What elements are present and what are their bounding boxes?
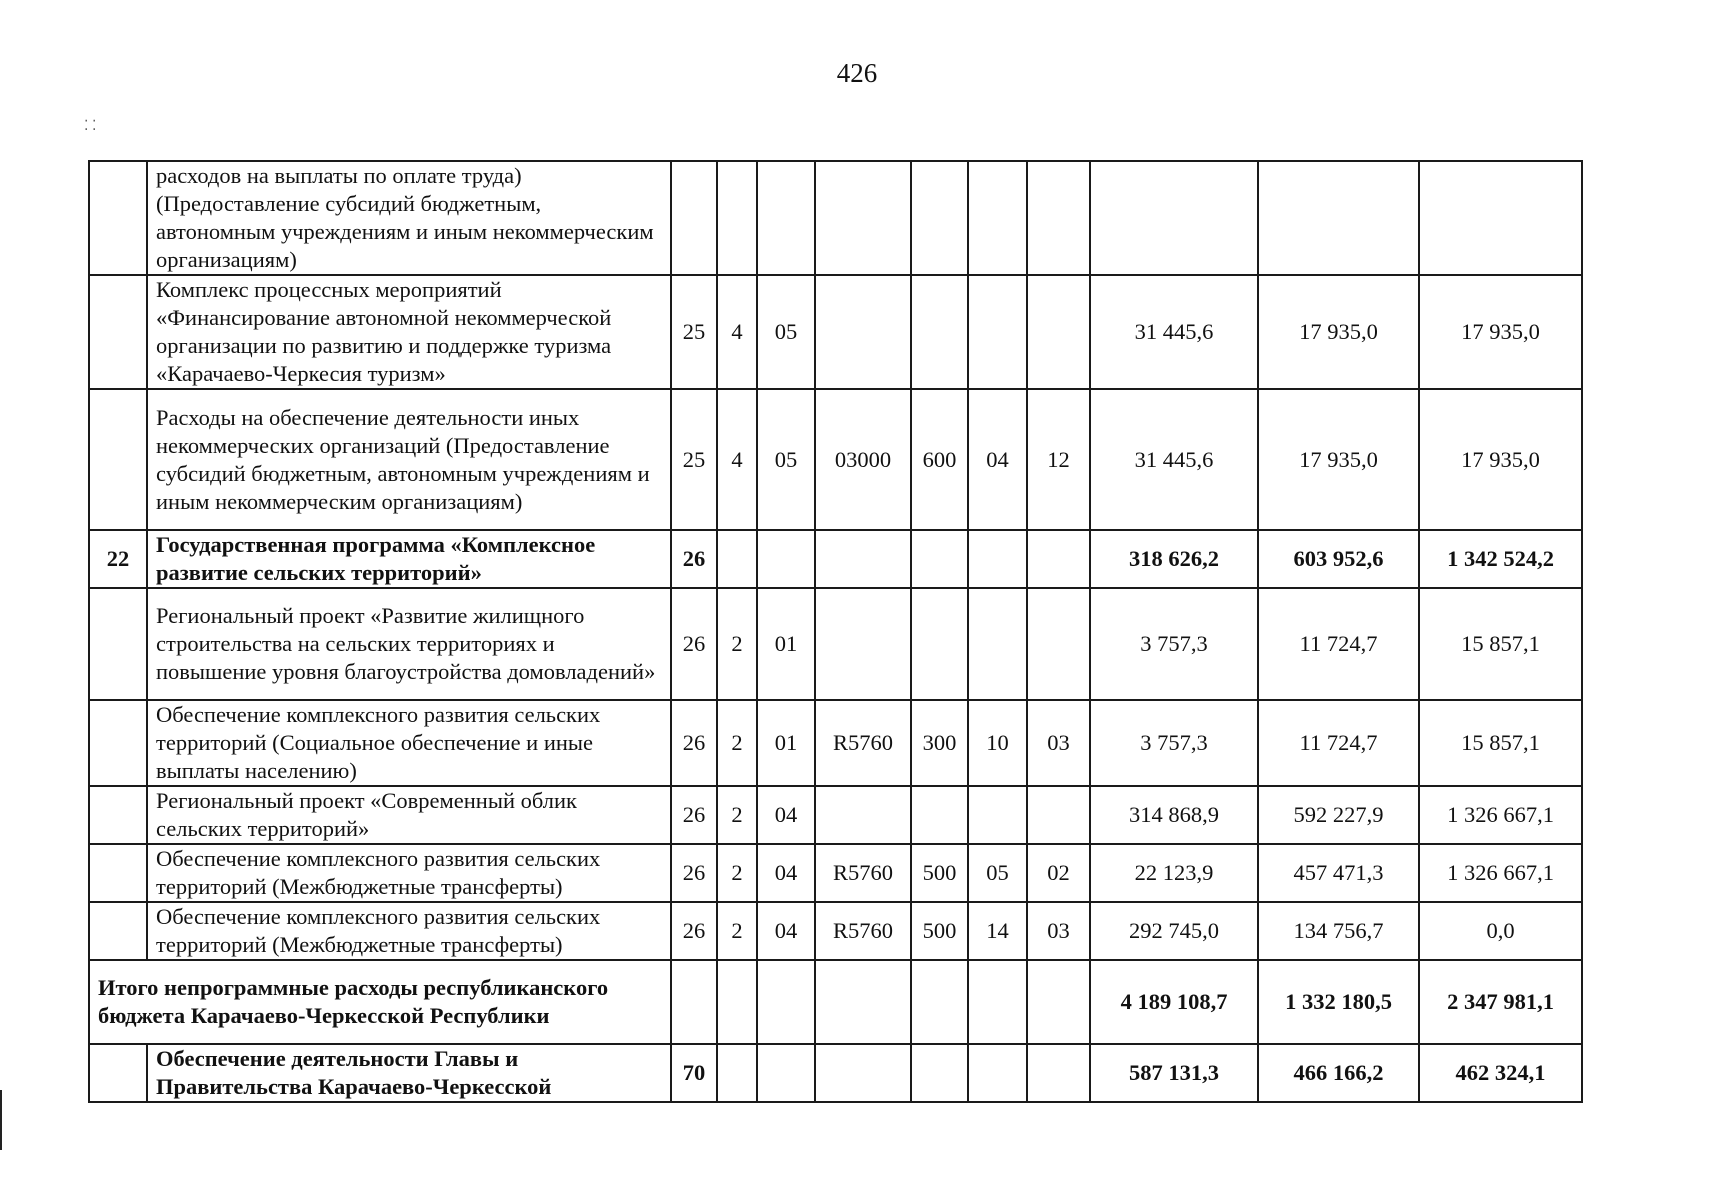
- row-name: расходов на выплаты по оплате труда) (Предоставление субсидий бюджетным, автономным учреждениям и иным некоммерческим организациям): [147, 161, 671, 275]
- code-c1: 25: [671, 389, 717, 530]
- empty-cell: [671, 960, 717, 1044]
- amount-v1: [1090, 161, 1258, 275]
- row-name: Комплекс процессных мероприятий «Финансирование автономной некоммерческой организации по развитию и поддержке туризма «Карачаево-Черкесия туризм»: [147, 275, 671, 389]
- code-c2: 2: [717, 700, 757, 786]
- empty-cell: [815, 1044, 911, 1102]
- code-c5: [911, 161, 968, 275]
- code-c1: 26: [671, 588, 717, 700]
- code-c4: [815, 275, 911, 389]
- code-c3: 05: [757, 275, 815, 389]
- empty-cell: [757, 960, 815, 1044]
- table-row: [89, 902, 1582, 960]
- page-number: 426: [836, 58, 878, 88]
- amount-v2: 466 166,2: [1258, 1044, 1419, 1102]
- table-row: [89, 530, 1582, 588]
- amount-v1: 587 131,3: [1090, 1044, 1258, 1102]
- amount-v3: 1 326 667,1: [1419, 786, 1582, 844]
- code-c7: [1027, 530, 1090, 588]
- row-name: Обеспечение комплексного развития сельских территорий (Межбюджетные трансферты): [147, 844, 671, 902]
- code-c2: 4: [717, 389, 757, 530]
- code-c3: 01: [757, 588, 815, 700]
- code-c7: [1027, 786, 1090, 844]
- amount-v3: 462 324,1: [1419, 1044, 1582, 1102]
- amount-v3: 15 857,1: [1419, 700, 1582, 786]
- amount-v2: 592 227,9: [1258, 786, 1419, 844]
- empty-cell: [1027, 960, 1090, 1044]
- code-c1: 26: [671, 844, 717, 902]
- code-c7: 03: [1027, 902, 1090, 960]
- total-row: [89, 960, 1582, 1044]
- amount-v1: 31 445,6: [1090, 389, 1258, 530]
- amount-v2: 457 471,3: [1258, 844, 1419, 902]
- empty-cell: [968, 960, 1027, 1044]
- table-row: [89, 1044, 1582, 1102]
- code-c6: 14: [968, 902, 1027, 960]
- row-number: [89, 700, 147, 786]
- empty-cell: [911, 960, 968, 1044]
- amount-v1: 31 445,6: [1090, 275, 1258, 389]
- code-c3: [757, 530, 815, 588]
- total-amount-v1: 4 189 108,7: [1090, 960, 1258, 1044]
- row-number: [89, 161, 147, 275]
- code-c3: 01: [757, 700, 815, 786]
- table-row: [89, 844, 1582, 902]
- amount-v2: 603 952,6: [1258, 530, 1419, 588]
- code-c1: 26: [671, 786, 717, 844]
- code-c2: 2: [717, 786, 757, 844]
- code-c6: 04: [968, 389, 1027, 530]
- code-c3: 05: [757, 389, 815, 530]
- code-c3: 04: [757, 844, 815, 902]
- amount-v2: 11 724,7: [1258, 700, 1419, 786]
- code-c6: 05: [968, 844, 1027, 902]
- amount-v3: 15 857,1: [1419, 588, 1582, 700]
- amount-v1: 3 757,3: [1090, 588, 1258, 700]
- code-c4: R5760: [815, 700, 911, 786]
- row-name: Региональный проект «Развитие жилищного строительства на сельских территориях и повышение уровня благоустройства домовладений»: [147, 588, 671, 700]
- code-c6: [968, 588, 1027, 700]
- table-row: [89, 588, 1582, 700]
- code-c4: R5760: [815, 844, 911, 902]
- code-c5: 300: [911, 700, 968, 786]
- row-name: Обеспечение комплексного развития сельских территорий (Межбюджетные трансферты): [147, 902, 671, 960]
- amount-v3: 17 935,0: [1419, 389, 1582, 530]
- code-c7: [1027, 275, 1090, 389]
- amount-v3: 1 326 667,1: [1419, 844, 1582, 902]
- amount-v3: 17 935,0: [1419, 275, 1582, 389]
- code-c4: 03000: [815, 389, 911, 530]
- code-c2: [717, 530, 757, 588]
- row-name: Государственная программа «Комплексное развитие сельских территорий»: [147, 530, 671, 588]
- code-c5: [911, 588, 968, 700]
- code-c2: 4: [717, 275, 757, 389]
- amount-v2: 17 935,0: [1258, 389, 1419, 530]
- code-c6: [968, 161, 1027, 275]
- code-c7: 03: [1027, 700, 1090, 786]
- code-c3: 04: [757, 902, 815, 960]
- code-c1: 70: [671, 1044, 717, 1102]
- code-c5: 500: [911, 844, 968, 902]
- row-number: [89, 1044, 147, 1102]
- code-c1: 26: [671, 902, 717, 960]
- code-c5: [911, 530, 968, 588]
- code-c2: 2: [717, 588, 757, 700]
- code-c5: [911, 275, 968, 389]
- empty-cell: [717, 960, 757, 1044]
- code-c2: [717, 161, 757, 275]
- amount-v1: 318 626,2: [1090, 530, 1258, 588]
- budget-table: [88, 160, 1583, 1103]
- code-c5: 500: [911, 902, 968, 960]
- row-name: Региональный проект «Современный облик сельских территорий»: [147, 786, 671, 844]
- code-c6: 10: [968, 700, 1027, 786]
- code-c1: 26: [671, 700, 717, 786]
- code-c1: [671, 161, 717, 275]
- code-c4: [815, 588, 911, 700]
- amount-v1: 314 868,9: [1090, 786, 1258, 844]
- row-name: Обеспечение комплексного развития сельских территорий (Социальное обеспечение и иные выплаты населению): [147, 700, 671, 786]
- code-c1: 26: [671, 530, 717, 588]
- total-amount-v2: 1 332 180,5: [1258, 960, 1419, 1044]
- row-number: [89, 588, 147, 700]
- scan-edge: [0, 1090, 2, 1150]
- code-c6: [968, 275, 1027, 389]
- table-body: [89, 161, 1582, 1102]
- amount-v2: 134 756,7: [1258, 902, 1419, 960]
- table-row: [89, 700, 1582, 786]
- total-amount-v3: 2 347 981,1: [1419, 960, 1582, 1044]
- amount-v2: [1258, 161, 1419, 275]
- table-row: [89, 389, 1582, 530]
- code-c3: 04: [757, 786, 815, 844]
- amount-v1: 22 123,9: [1090, 844, 1258, 902]
- amount-v3: 0,0: [1419, 902, 1582, 960]
- empty-cell: [968, 1044, 1027, 1102]
- amount-v3: 1 342 524,2: [1419, 530, 1582, 588]
- code-c4: [815, 161, 911, 275]
- amount-v3: [1419, 161, 1582, 275]
- total-row-name: Итого непрограммные расходы республиканского бюджета Карачаево-Черкесской Республики: [89, 960, 671, 1044]
- code-c4: [815, 786, 911, 844]
- code-c7: [1027, 161, 1090, 275]
- code-c5: [911, 786, 968, 844]
- code-c7: [1027, 588, 1090, 700]
- scan-artifact: ⁚ ⁚: [84, 119, 97, 134]
- row-number: [89, 902, 147, 960]
- amount-v2: 11 724,7: [1258, 588, 1419, 700]
- code-c7: 12: [1027, 389, 1090, 530]
- row-name: Обеспечение деятельности Главы и Правительства Карачаево-Черкесской: [147, 1044, 671, 1102]
- table-row: [89, 161, 1582, 275]
- row-number: [89, 275, 147, 389]
- table-row: [89, 275, 1582, 389]
- row-number: 22: [89, 530, 147, 588]
- row-number: [89, 786, 147, 844]
- amount-v1: 292 745,0: [1090, 902, 1258, 960]
- code-c6: [968, 530, 1027, 588]
- row-number: [89, 389, 147, 530]
- empty-cell: [815, 960, 911, 1044]
- code-c1: 25: [671, 275, 717, 389]
- amount-v1: 3 757,3: [1090, 700, 1258, 786]
- amount-v2: 17 935,0: [1258, 275, 1419, 389]
- code-c2: 2: [717, 844, 757, 902]
- row-name: Расходы на обеспечение деятельности иных некоммерческих организаций (Предоставление субсидий бюджетным, автономным учреждениям и иным некоммерческим организациям): [147, 389, 671, 530]
- code-c4: R5760: [815, 902, 911, 960]
- code-c6: [968, 786, 1027, 844]
- empty-cell: [1027, 1044, 1090, 1102]
- code-c5: 600: [911, 389, 968, 530]
- code-c7: 02: [1027, 844, 1090, 902]
- code-c4: [815, 530, 911, 588]
- code-c3: [757, 161, 815, 275]
- row-number: [89, 844, 147, 902]
- table-row: [89, 786, 1582, 844]
- empty-cell: [717, 1044, 757, 1102]
- code-c2: 2: [717, 902, 757, 960]
- empty-cell: [911, 1044, 968, 1102]
- empty-cell: [757, 1044, 815, 1102]
